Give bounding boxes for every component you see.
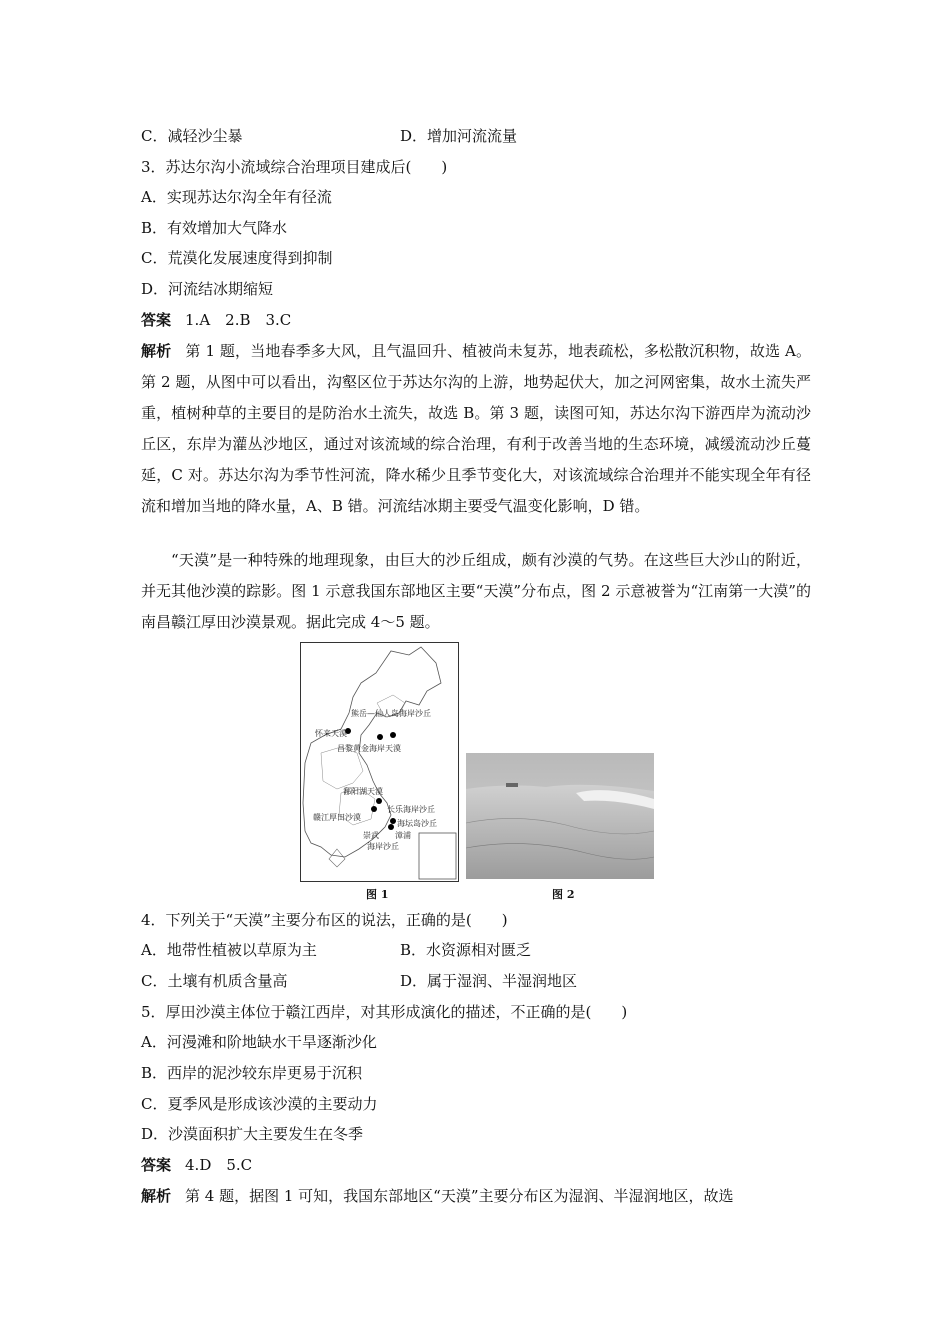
q4-stem: 4．下列关于“天漠”主要分布区的说法，正确的是( ) <box>141 911 508 929</box>
q3-stem: 3．苏达尔沟小流域综合治理项目建成后( ) <box>141 158 448 176</box>
analysis-text: 第 1 题，当地春季多大风，且气温回升、植被尚未复苏，地表疏松，多松散沉积物，故选 A。第 2 题，从图中可以看出，沟壑区位于苏达尔沟的上游，地势起伏大，加之河网密集，故水土流失严重，植树种草的主要目的是防治水土流失，故选 B。第 3 题，读图可知，苏达尔沟下游西岸为流动沙丘区，东岸为灌丛沙地区，通过对该流域的综合治理，有利于改善当地的生态环境，减缓流动沙丘蔓延，C 对。苏达尔沟为季节性河流，降水稀少且季节变化大，对该流域综合治理并不能实现全年有径流和增加当地的降水量，A、B 错。河流结冰期主要受气温变化影响，D 错。 <box>141 342 811 515</box>
q3-option-b: B．有效增加大气降水 <box>141 219 288 237</box>
map-label: 崇武 <box>363 831 379 840</box>
china-east-map <box>300 642 459 882</box>
analysis-label: 解析 <box>141 1187 172 1205</box>
figure <box>300 642 660 902</box>
answer-block-2 <box>141 1155 252 1175</box>
map-label: 鄱阳湖天漠 <box>343 787 383 796</box>
analysis-label: 解析 <box>141 342 172 360</box>
q4-option-c: C．土壤有机质含量高 <box>141 972 288 990</box>
map-label: 怀来天漠 <box>315 729 347 738</box>
map-label: 漳浦 <box>395 831 411 840</box>
q5-option-c: C．夏季风是形成该沙漠的主要动力 <box>141 1095 378 1113</box>
map-label: 海坛岛沙丘 <box>397 819 437 828</box>
map-label: 熊岳—仙人岛海岸沙丘 <box>351 709 431 718</box>
desert-photo <box>466 753 654 879</box>
answer-label: 答案 <box>141 311 172 329</box>
marker-poyang <box>376 798 382 804</box>
q4-option-a: A．地带性植被以草原为主 <box>141 941 317 959</box>
analysis-block-2 <box>141 1186 734 1206</box>
marker-houtian <box>371 806 377 812</box>
q3-option-c: C．荒漠化发展速度得到抑制 <box>141 249 333 267</box>
map-label: 长乐海岸沙丘 <box>387 805 435 814</box>
q2-option-d: D．增加河流流量 <box>400 127 518 145</box>
q5-stem: 5．厚田沙漠主体位于赣江西岸，对其形成演化的描述，不正确的是( ) <box>141 1003 628 1021</box>
intro-paragraph: “天漠”是一种特殊的地理现象，由巨大的沙丘组成，颇有沙漠的气势。在这些巨大沙山的附近，并无其他沙漠的踪影。图 1 示意我国东部地区主要“天漠”分布点，图 2 示意被誉为“江南第一大漠”的南昌赣江厚田沙漠景观。据此完成 4～5 题。 <box>141 551 811 631</box>
q3-option-a: A．实现苏达尔沟全年有径流 <box>141 188 332 206</box>
marker-haitan <box>388 824 394 830</box>
answer-text: 1.A 2.B 3.C <box>185 311 292 329</box>
answer-block-1 <box>141 310 291 330</box>
q3-option-d: D．河流结冰期缩短 <box>141 280 274 298</box>
answer-text: 4.D 5.C <box>185 1156 253 1174</box>
q2-option-c: C．减轻沙尘暴 <box>141 127 243 145</box>
q5-option-b: B．西岸的泥沙较东岸更易于沉积 <box>141 1064 363 1082</box>
q4-option-b: B．水资源相对匮乏 <box>400 941 532 959</box>
analysis-text: 第 4 题，据图 1 可知，我国东部地区“天漠”主要分布区为湿润、半湿润地区，故选 <box>185 1187 734 1205</box>
analysis-block-1 <box>141 336 811 522</box>
q5-option-d: D．沙漠面积扩大主要发生在冬季 <box>141 1125 364 1143</box>
answer-label: 答案 <box>141 1156 172 1174</box>
marker-changle <box>390 818 396 824</box>
map-label: 赣江厚田沙漠 <box>313 813 361 822</box>
map-label: 昌黎黄金海岸天漠 <box>337 744 401 753</box>
map-label: 海岸沙丘 <box>367 842 399 851</box>
figure-2-caption: 图 2 <box>552 888 575 901</box>
marker-changli <box>377 734 383 740</box>
q5-option-a: A．河漫滩和阶地缺水干旱逐渐沙化 <box>141 1033 377 1051</box>
figure-1-caption: 图 1 <box>366 888 389 901</box>
q4-option-d: D．属于湿润、半湿润地区 <box>400 972 578 990</box>
marker-xiongyue <box>390 732 396 738</box>
